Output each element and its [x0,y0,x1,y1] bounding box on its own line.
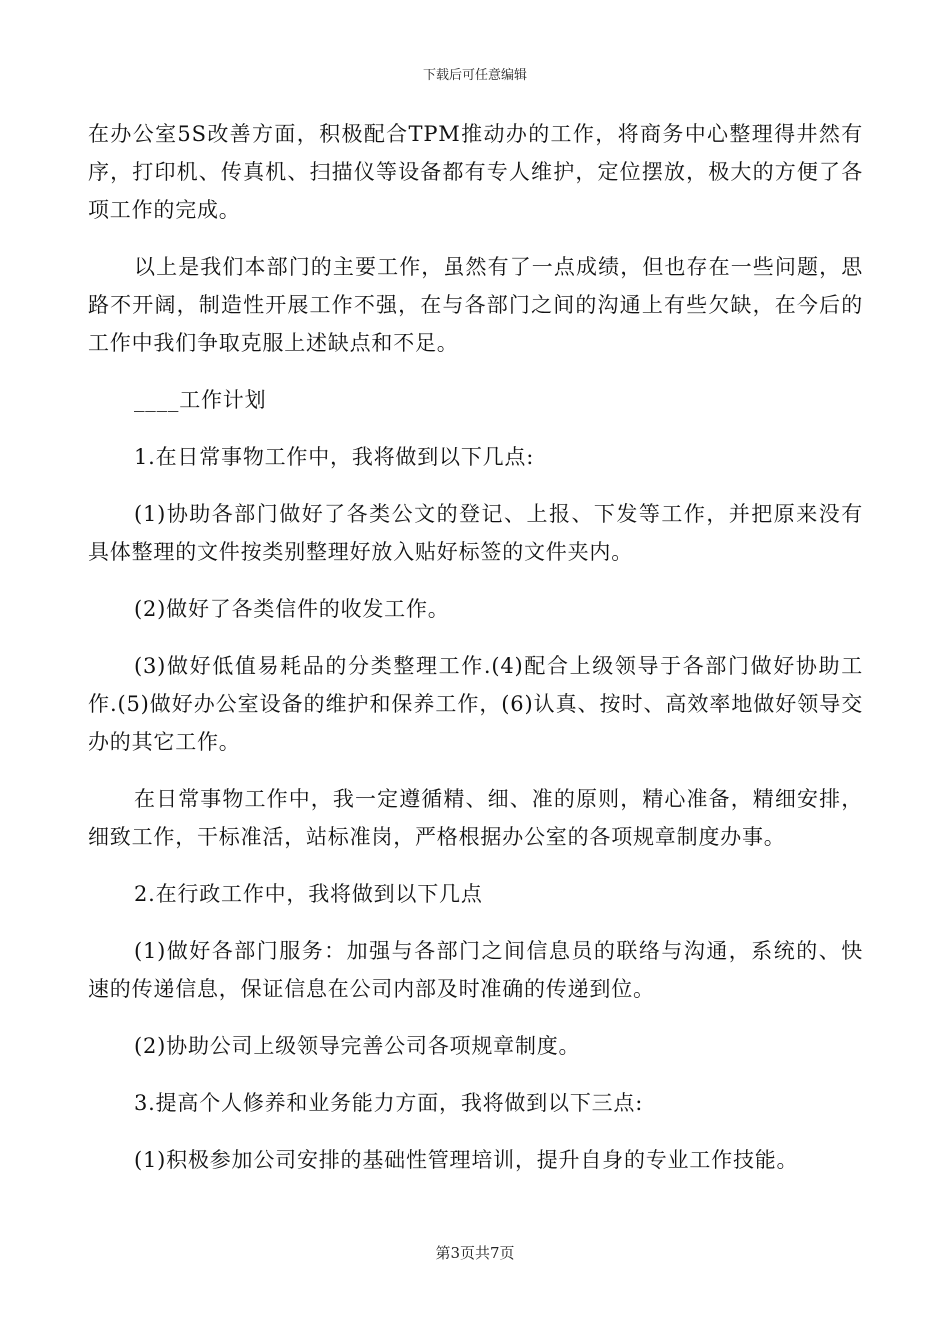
plan-subitem-2-1: (1)做好各部门服务：加强与各部门之间信息员的联络与沟通，系统的、快速的传递信息，保证信息在公司内部及时准确的传递到位。 [88,939,863,1001]
page-number: 第3页共7页 [435,1244,515,1262]
plan-subitem-1-2: (2)做好了各类信件的收发工作。 [134,597,450,621]
plan-subitem-1-3: (3)做好低值易耗品的分类整理工作.(4)配合上级领导于各部门做好协助工作.(5)做好办公室设备的维护和保养工作，(6)认真、按时、高效率地做好领导交办的其它工作。 [88,654,863,754]
document-body [88,115,863,1198]
plan-subitem-3-1: (1)积极参加公司安排的基础性管理培训，提升自身的专业工作技能。 [134,1148,799,1172]
plan-subitem-1-1: (1)协助各部门做好了各类公文的登记、上报、下发等工作，并把原来没有具体整理的文件按类别整理好放入贴好标签的文件夹内。 [88,502,863,564]
paragraph-summary: 以上是我们本部门的主要工作，虽然有了一点成绩，但也存在一些问题，思路不开阔，制造性开展工作不强，在与各部门之间的沟通上有些欠缺，在今后的工作中我们争取克服上述缺点和不足。 [88,255,863,355]
plan-subitem-2-2: (2)协助公司上级领导完善公司各项规章制度。 [134,1034,581,1058]
paragraph-5s-improvement: 在办公室5S改善方面，积极配合TPM推动办的工作，将商务中心整理得井然有序，打印机、传真机、扫描仪等设备都有专人维护，定位摆放，极大的方便了各项工作的完成。 [88,122,863,222]
plan-item-2: 2.在行政工作中，我将做到以下几点 [134,882,483,906]
section-heading-work-plan: ____工作计划 [134,388,267,412]
plan-item-1: 1.在日常事物工作中，我将做到以下几点: [134,445,535,469]
paragraph-daily-principles: 在日常事物工作中，我一定遵循精、细、准的原则，精心准备，精细安排，细致工作，干标准活，站标准岗，严格根据办公室的各项规章制度办事。 [88,787,863,849]
page-header: 下载后可任意编辑 [422,68,527,83]
plan-item-3: 3.提高个人修养和业务能力方面，我将做到以下三点: [134,1091,644,1115]
